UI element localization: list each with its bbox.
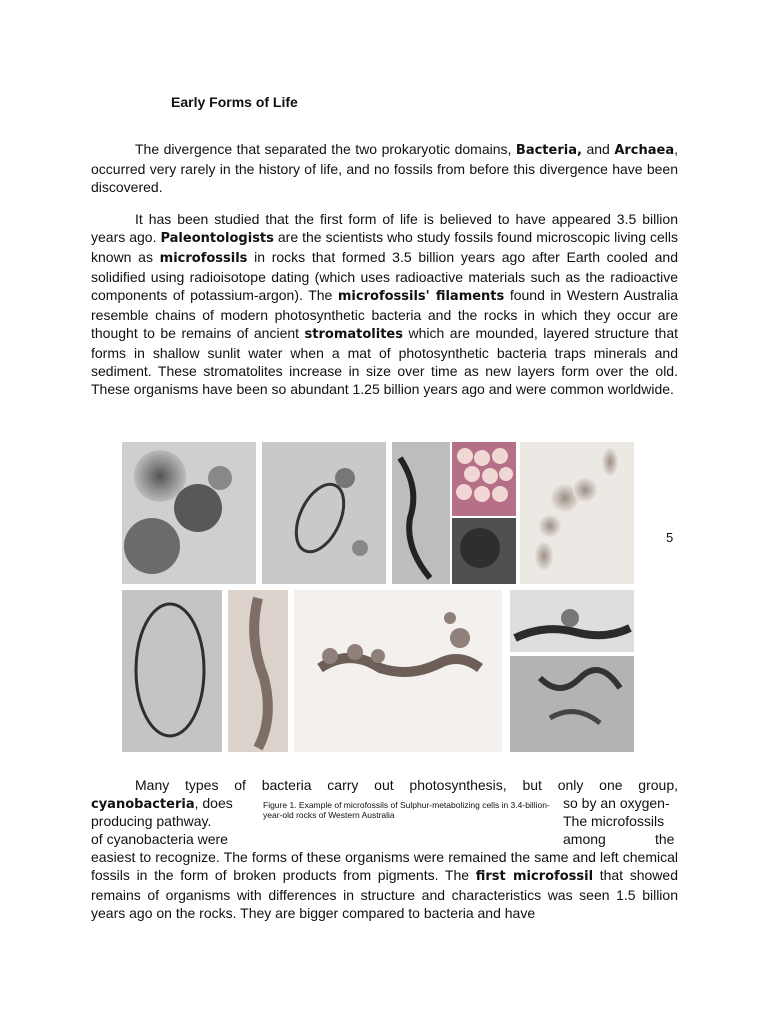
paragraph-2 (91, 210, 678, 398)
p3-line-3-right: The microfossils (563, 813, 665, 829)
p3-line-2-right: so by an oxygen- (563, 795, 670, 811)
p3-text-1: Many types of bacteria carry out photosynthesis, but only one group, (135, 777, 678, 793)
microfossil-figure (120, 438, 636, 754)
photo-cell-chain (520, 442, 634, 584)
p3-text-2: , does (194, 795, 233, 811)
p2-text-5: which are mounded, layered structure that forms in shallow sunlit water when a mat of photosynthetic bacteria traps minerals and sediment. These stromatolites increase in size over time as new layers form over the old. These organisms have been so abundant 1.25 billion years ago and were common worldwide. (91, 325, 678, 397)
p3-line-3-left: producing pathway. (91, 813, 212, 829)
term-bacteria: Bacteria, (515, 143, 582, 158)
term-archaea: Archaea (614, 143, 675, 158)
photo-dark-cluster (392, 442, 450, 584)
p1-text-2: and (581, 141, 615, 157)
photo-spherical-cells (122, 442, 256, 584)
p3-line-4-right-1: among (563, 831, 606, 847)
microfossil-collage (120, 438, 636, 754)
photo-purple-cells (452, 442, 516, 516)
page-number: 5 (666, 530, 674, 545)
term-paleontologists: Paleontologists (160, 231, 274, 246)
p2-text-3: in rocks that formed 3.5 billion years ago after Earth cooled and solidified using radioisotope dating (which uses radioactive materials such as the radioactive components of potassium-argon). The (91, 249, 678, 303)
p3-line-1 (91, 776, 678, 794)
p3-line-2-left (91, 794, 233, 814)
photo-dark-filaments (510, 656, 634, 752)
p2-text-2: are the scientists who study fossils found microscopic living cells known as (91, 229, 678, 265)
photo-layered-sediment (510, 590, 634, 652)
term-stromatolites: stromatolites (304, 327, 403, 342)
p1-text-1: The divergence that separated the two prokaryotic domains, (135, 141, 516, 157)
term-microfossils-filaments: microfossils' filaments (337, 289, 505, 304)
paragraph-1 (91, 140, 678, 196)
photo-filament-chain (294, 590, 502, 752)
p1-text-3: , occurred very rarely in the history of life, and no fossils from before this divergence have been discovered. (91, 141, 679, 195)
p2-text-4: found in Western Australia resemble chains of modern photosynthetic bacteria and the rocks in which they occur are thought to be remains of ancient (91, 287, 679, 341)
photo-dark-grain (452, 518, 516, 584)
p3-rest-text-1: easiest to recognize. The forms of these organisms were remained the same and left chemical fossils in the form of broken products from pigments. The (91, 849, 678, 883)
p2-text-1: It has been studied that the first form of life is believed to have appeared 3.5 billion years ago. (91, 211, 678, 245)
photo-oval-microfossil (262, 442, 386, 584)
paragraph-3-rest (91, 848, 678, 922)
page-title: Early Forms of Life (171, 94, 298, 110)
p3-line-4-left: of cyanobacteria were (91, 831, 228, 847)
term-first-microfossil: first microfossil (475, 869, 594, 884)
term-microfossils: microfossils (159, 251, 248, 266)
photo-filament-column (228, 590, 288, 752)
figure-caption: Figure 1. Example of microfossils of Sulphur-metabolizing cells in 3.4-billion-year-old rocks of Western Australia (263, 800, 550, 820)
term-cyanobacteria: cyanobacteria (91, 797, 195, 812)
p3-line-4-right-2: the (655, 831, 675, 847)
photo-large-oval (122, 590, 222, 752)
p3-rest-text-2: that showed remains of organisms with differences in structure and characteristics was seen 1.5 billion years ago on the rocks. They are bigger compared to bacteria and have (91, 867, 678, 921)
